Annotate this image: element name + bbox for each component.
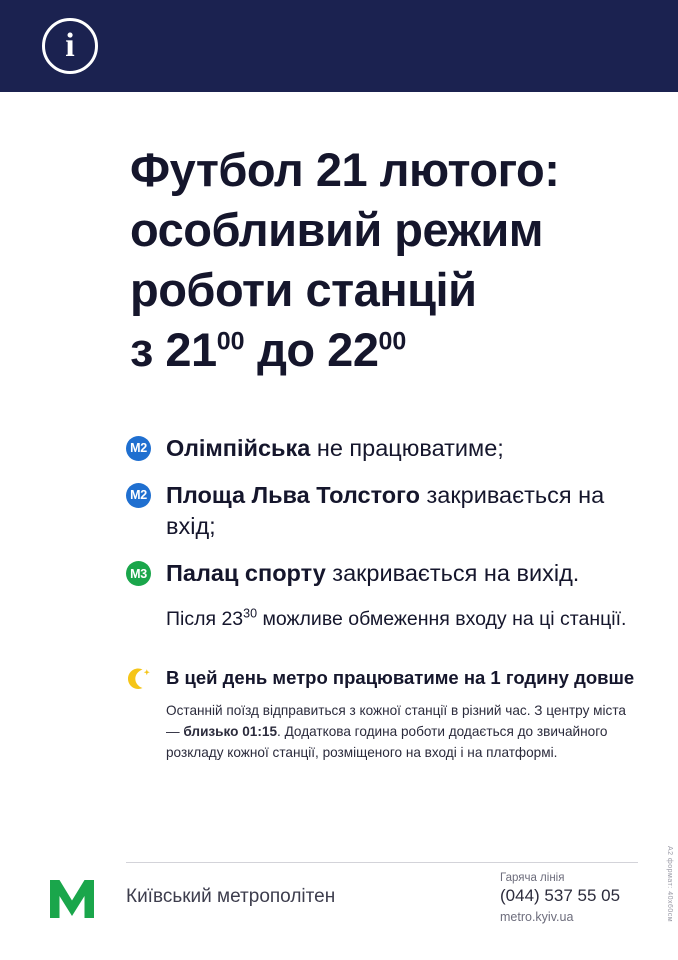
restriction-note-post: можливе обмеження входу на ці станції. [257, 607, 627, 630]
metro-line-badge-icon: M2 [126, 483, 151, 508]
header-band [0, 0, 678, 92]
poster-content [0, 92, 678, 763]
extended-hours-time: близько 01:15 [183, 724, 278, 740]
headline-line-2: особливий режим [130, 203, 543, 257]
headline-time-separator: до 22 [244, 323, 379, 377]
restriction-note-minutes: 30 [243, 606, 258, 621]
extended-hours-block [126, 666, 642, 763]
station-name: Олімпійська [166, 434, 311, 461]
restriction-note-pre: Після 23 [166, 607, 244, 630]
metro-logo-icon [46, 874, 98, 922]
info-icon-letter: i [65, 27, 75, 64]
info-icon [42, 18, 98, 74]
restriction-note [0, 606, 678, 632]
station-name: Палац спорту [166, 560, 326, 587]
organization-name: Київський метрополітен [126, 886, 336, 907]
hotline-phone[interactable]: (044) 537 55 05 [500, 886, 621, 905]
list-item [126, 480, 642, 543]
metro-line-badge-icon: M3 [126, 561, 151, 586]
station-status: не працюватиме; [310, 434, 504, 461]
extended-hours-body-part2: . Додаткова година роботи додається до звичайного розкладу кожної станції, розміщеного на вході і на платформі. [166, 724, 608, 761]
headline-time-from-minutes: 00 [216, 327, 245, 356]
headline-line-4 [130, 320, 638, 380]
contact-block [500, 872, 650, 924]
station-list [0, 381, 678, 590]
station-name: Площа Льва Толстого [166, 481, 420, 508]
headline-line-1: Футбол 21 лютого: [130, 143, 560, 196]
headline-line-3: роботи станцій [130, 263, 477, 317]
list-item [126, 558, 642, 589]
station-status: закривається на вихід. [325, 560, 580, 587]
headline-time-to-minutes: 00 [378, 327, 407, 356]
extended-hours-title: В цей день метро працюватиме на 1 годину довше [166, 666, 635, 688]
page-title [0, 92, 678, 381]
hotline-label: Гаряча лінія [500, 872, 565, 884]
headline-time-from: з 21 [130, 323, 217, 377]
footer [0, 862, 678, 960]
extended-hours-body-part1: Останній поїзд відправиться з кожної станції в різний час. З центру міста — [166, 702, 626, 740]
website-link[interactable]: metro.kyiv.ua [500, 910, 574, 924]
list-item [126, 433, 642, 464]
station-status: закривається на вхід; [166, 481, 605, 540]
metro-line-badge-icon: M2 [126, 436, 151, 461]
print-code: А2 формат: 40х60см [666, 846, 673, 923]
moon-icon [122, 666, 152, 694]
extended-hours-body [166, 700, 642, 763]
